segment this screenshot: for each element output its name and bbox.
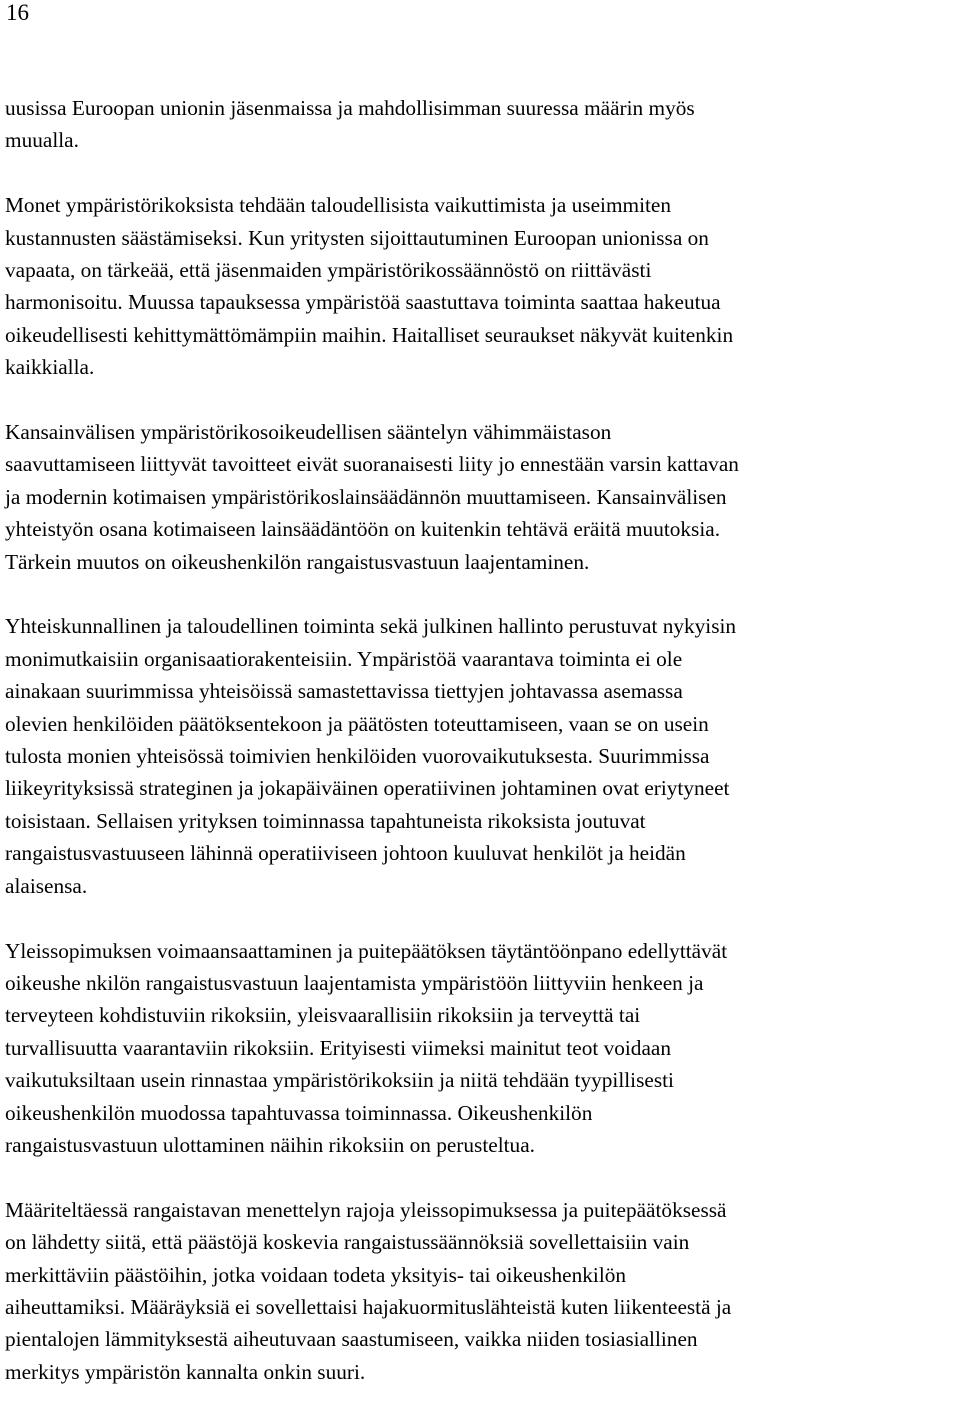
paragraph	[5, 189, 955, 383]
text-line: yhteistyön osana kotimaiseen lainsäädäntöön on kuitenkin tehtävä eräitä muutoksia.	[5, 517, 721, 542]
text-line: Monet ympäristörikoksista tehdään taloudellisista vaikuttimista ja useimmiten	[5, 193, 672, 218]
paragraph	[5, 610, 955, 902]
text-line: merkitys ympäristön kannalta onkin suuri.	[5, 1359, 366, 1384]
text-line: rangaistusvastuun ulottaminen näihin rikoksiin on perusteltua.	[5, 1132, 535, 1157]
text-line: monimutkaisiin organisaatiorakenteisiin. Ympäristöä vaarantava toiminta ei ole	[5, 646, 683, 671]
text-line: oikeudellisesti kehittymättömämpiin maihin. Haitalliset seuraukset näkyvät kuitenkin	[5, 322, 734, 347]
page-number: 16	[6, 0, 29, 25]
text-line: muualla.	[5, 128, 79, 153]
text-line: tulosta monien yhteisössä toimivien henkilöiden vuorovaikutuksesta. Suurimmissa	[5, 744, 710, 769]
text-line: harmonisoitu. Muussa tapauksessa ympäristöä saastuttava toiminta saattaa hakeutua	[5, 290, 721, 315]
text-line: Määriteltäessä rangaistavan menettelyn rajoja yleissopimuksessa ja puitepäätöksessä	[5, 1197, 727, 1222]
paragraph	[5, 92, 955, 157]
document-body	[5, 92, 955, 1421]
text-line: on lähdetty siitä, että päästöjä koskevia rangaistussäännöksiä sovellettaisiin vain	[5, 1230, 690, 1255]
text-line: olevien henkilöiden päätöksentekoon ja päätösten toteuttamiseen, vaan se on usein	[5, 711, 709, 736]
text-line: pientalojen lämmityksestä aiheutuvaan saastumiseen, vaikka niiden tosiasiallinen	[5, 1327, 698, 1352]
text-line: Yhteiskunnallinen ja taloudellinen toiminta sekä julkinen hallinto perustuvat nykyisin	[5, 614, 737, 639]
text-line: oikeushenkilön muodossa tapahtuvassa toiminnassa. Oikeushenkilön	[5, 1100, 593, 1125]
text-line: ja modernin kotimaisen ympäristörikoslainsäädännön muuttamiseen. Kansainvälisen	[5, 484, 727, 509]
text-line: rangaistusvastuuseen lähinnä operatiiviseen johtoon kuuluvat henkilöt ja heidän	[5, 841, 686, 866]
text-line: saavuttamiseen liittyvät tavoitteet eivät suoranaisesti liity jo ennestään varsin kattavan	[5, 452, 739, 477]
text-line: turvallisuutta vaarantaviin rikoksiin. Erityisesti viimeksi mainitut teot voidaan	[5, 1035, 671, 1060]
paragraph	[5, 1194, 955, 1388]
text-line: alaisensa.	[5, 873, 88, 898]
text-line: Tärkein muutos on oikeushenkilön rangaistusvastuun laajentaminen.	[5, 549, 590, 574]
text-line: merkittäviin päästöihin, jotka voidaan todeta yksityis- tai oikeushenkilön	[5, 1262, 627, 1287]
text-line: kaikkialla.	[5, 355, 95, 380]
text-line: oikeushe nkilön rangaistusvastuun laajentamista ympäristöön liittyviin henkeen ja	[5, 970, 704, 995]
text-line: aiheuttamiksi. Määräyksiä ei sovellettaisi hajakuormituslähteistä kuten liikenteestä ja	[5, 1294, 732, 1319]
text-line: uusissa Euroopan unionin jäsenmaissa ja mahdollisimman suuressa määrin myös	[5, 96, 695, 120]
text-line: terveyteen kohdistuviin rikoksiin, yleisvaarallisiin rikoksiin ja terveyttä tai	[5, 1003, 641, 1028]
paragraph	[5, 416, 955, 578]
text-line: vapaata, on tärkeää, että jäsenmaiden ympäristörikossäännöstö on riittävästi	[5, 258, 652, 283]
text-line: liikeyrityksissä strateginen ja jokapäiväinen operatiivinen johtaminen ovat eriytyneet	[5, 776, 730, 801]
text-line: Yleissopimuksen voimaansaattaminen ja puitepäätöksen täytäntöönpano edellyttävät	[5, 938, 728, 963]
text-line: toisistaan. Sellaisen yrityksen toiminnassa tapahtuneista rikoksista joutuvat	[5, 808, 646, 833]
text-line: kustannusten säästämiseksi. Kun yritysten sijoittautuminen Euroopan unionissa on	[5, 225, 709, 250]
paragraph	[5, 935, 955, 1162]
text-line: vaikutuksiltaan usein rinnastaa ympäristörikoksiin ja niitä tehdään tyypillisesti	[5, 1068, 674, 1093]
text-line: ainakaan suurimmissa yhteisöissä samastettavissa tiettyjen johtavassa asemassa	[5, 679, 683, 704]
text-line: Kansainvälisen ympäristörikosoikeudellisen sääntelyn vähimmäistason	[5, 420, 612, 445]
